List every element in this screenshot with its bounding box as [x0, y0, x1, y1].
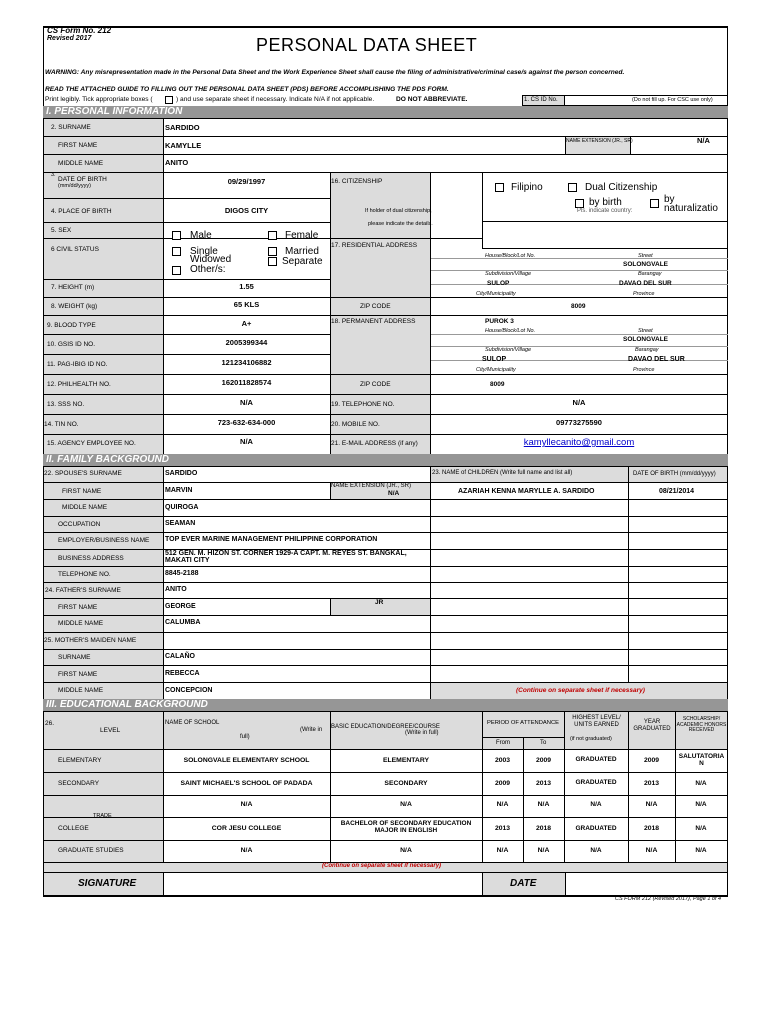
perm-street-label: Street: [638, 328, 653, 334]
date-label: DATE: [510, 878, 537, 889]
signature-field[interactable]: [164, 873, 481, 895]
father-middle-name-label: MIDDLE NAME: [58, 620, 104, 627]
row-honors[interactable]: N/A: [695, 847, 707, 854]
level-header: LEVEL: [100, 727, 121, 734]
sex-label: 5. SEX: [51, 227, 72, 234]
agency-employee-value[interactable]: N/A: [240, 437, 253, 446]
row-course[interactable]: ELEMENTARY: [382, 757, 430, 764]
row-from[interactable]: 2013: [494, 825, 511, 832]
middle-name-value[interactable]: ANITO: [165, 158, 189, 167]
employer-value[interactable]: TOP EVER MARINE MANAGEMENT PHILIPPINE CORPORATION: [165, 536, 378, 543]
tick-sample-box: [165, 96, 173, 104]
perm-subdivision-label: Subdivision/Village: [485, 347, 532, 353]
row-year[interactable]: 2013: [643, 780, 660, 787]
mobile-value[interactable]: 09773275590: [556, 418, 602, 427]
res-city-value[interactable]: SULOP: [487, 280, 510, 287]
spouse-middle-name-label: MIDDLE NAME: [62, 504, 108, 511]
perm-street-value[interactable]: SOLONGVALE: [623, 336, 669, 343]
perm-city-label: City/Municipality: [476, 367, 516, 373]
highest-header-note: (if not graduated): [570, 736, 612, 742]
perm-city-value[interactable]: SULOP: [482, 356, 507, 363]
occupation-value[interactable]: SEAMAN: [165, 520, 196, 527]
height-label: 7. HEIGHT (m): [51, 284, 95, 291]
female-label: Female: [285, 230, 319, 241]
form-revision: Revised 2017: [47, 35, 92, 42]
row-honors[interactable]: N/A: [695, 825, 707, 832]
by-birth-label: by birth: [589, 197, 622, 208]
row-course[interactable]: N/A: [400, 847, 412, 854]
mother-maiden-name-label: 25. MOTHER'S MAIDEN NAME: [44, 637, 137, 644]
telephone-no-value[interactable]: 8845-2188: [165, 570, 199, 577]
place-of-birth-label: 4. PLACE OF BIRTH: [51, 208, 112, 215]
spouse-ext-value[interactable]: N/A: [388, 490, 400, 497]
row-highest[interactable]: N/A: [590, 847, 602, 854]
cs-id-label: 1. CS ID No.: [524, 97, 558, 103]
period-header: PERIOD OF ATTENDANCE: [487, 720, 560, 726]
honors-header: SCHOLARSHIP/ ACADEMIC HONORS RECEIVED: [676, 716, 727, 733]
residential-address-label: 17. RESIDENTIAL ADDRESS: [331, 242, 418, 249]
place-of-birth-value[interactable]: DIGOS CITY: [224, 206, 269, 215]
trade-label: TRADE: [93, 813, 112, 817]
row-year[interactable]: N/A: [645, 801, 658, 808]
res-province-value[interactable]: DAVAO DEL SUR: [619, 280, 672, 287]
dual-note-2: please indicate the details.: [368, 221, 433, 227]
business-address-label: BUSINESS ADDRESS: [58, 555, 124, 562]
row-honors[interactable]: N/A: [695, 780, 707, 787]
by-naturalization-checkbox[interactable]: [650, 199, 659, 208]
spouse-middle-name-value[interactable]: QUIROGA: [165, 504, 199, 511]
separated-checkbox[interactable]: [268, 257, 277, 266]
father-middle-name-value[interactable]: CALUMBA: [165, 619, 201, 626]
citizenship-label: 16. CITIZENSHIP: [331, 178, 383, 185]
business-address-line-2[interactable]: MAKATI CITY: [165, 557, 210, 564]
res-barangay-label: Barangay: [638, 271, 662, 277]
row-from[interactable]: 2009: [494, 780, 511, 787]
blood-type-label: 9. BLOOD TYPE: [47, 322, 96, 329]
occupation-label: OCCUPATION: [58, 521, 101, 528]
perm-barangay-label: Barangay: [635, 347, 659, 353]
section-personal-information: I. PERSONAL INFORMATION: [43, 106, 728, 118]
father-surname-label: 24. FATHER'S SURNAME: [45, 587, 121, 594]
father-first-name-value[interactable]: GEORGE: [165, 603, 196, 610]
email-label: 21. E-MAIL ADDRESS (if any): [331, 440, 418, 447]
from-header: From: [496, 740, 510, 746]
father-first-name-label: FIRST NAME: [58, 604, 98, 611]
surname-label: 2. SURNAME: [51, 124, 91, 131]
highest-header: HIGHEST LEVEL/ UNITS EARNED: [572, 715, 621, 728]
spouse-surname-value[interactable]: SARDIDO: [165, 470, 198, 477]
female-checkbox[interactable]: [268, 231, 277, 240]
male-checkbox[interactable]: [172, 231, 181, 240]
spouse-surname-label: 22. SPOUSE'S SURNAME: [44, 470, 122, 477]
row-course[interactable]: SECONDARY: [384, 780, 428, 787]
row-to[interactable]: N/A: [537, 801, 550, 808]
dob-value[interactable]: 09/29/1997: [227, 177, 266, 186]
row-year[interactable]: 2018: [643, 825, 660, 832]
row-to[interactable]: 2013: [535, 780, 552, 787]
row-from[interactable]: 2003: [494, 757, 511, 764]
to-header: To: [540, 740, 547, 746]
perm-house-value[interactable]: PUROK 3: [485, 318, 514, 325]
row-school[interactable]: COR JESU COLLEGE: [211, 825, 282, 832]
tin-label: 14. TIN NO.: [44, 421, 79, 428]
row-year[interactable]: 2009: [643, 757, 660, 764]
by-birth-checkbox[interactable]: [575, 199, 584, 208]
filipino-checkbox[interactable]: [495, 183, 504, 192]
row-from[interactable]: N/A: [496, 847, 509, 854]
print-instruction-a: Print legibly. Tick appropriate boxes (: [45, 96, 153, 103]
address-labels-bg: [330, 172, 430, 454]
row-level: ELEMENTARY: [58, 757, 102, 764]
name-extension-value[interactable]: N/A: [697, 136, 710, 145]
row-level: GRADUATE STUDIES: [58, 847, 124, 854]
mother-first-name-label: FIRST NAME: [58, 671, 98, 678]
sss-value[interactable]: N/A: [240, 398, 253, 407]
gsis-value[interactable]: 2005399344: [225, 338, 268, 347]
child-1-name[interactable]: AZARIAH KENNA MARYLLE A. SARDIDO: [458, 488, 595, 495]
res-subdivision-label: Subdivision/Village: [485, 271, 532, 277]
cs-id-note: (Do not fill up. For CSC use only): [632, 97, 713, 103]
row-level: SECONDARY: [58, 780, 100, 787]
others-label: Other/s:: [190, 264, 226, 275]
height-value[interactable]: 1.55: [239, 282, 254, 291]
row-course[interactable]: BACHELOR OF SECONDARY EDUCATION MAJOR IN ENGLISH: [340, 820, 472, 835]
dual-citizenship-checkbox[interactable]: [568, 183, 577, 192]
family-continue-note: (Continue on separate sheet if necessary): [516, 687, 645, 694]
weight-value[interactable]: 65 KLS: [233, 300, 260, 309]
single-label: Single: [190, 246, 218, 257]
education-number: 26.: [45, 720, 55, 727]
single-checkbox[interactable]: [172, 247, 181, 256]
row-honors[interactable]: SALUTATORIA N: [678, 753, 725, 768]
mother-surname-label: SURNAME: [58, 654, 91, 661]
section-educational-background: III. EDUCATIONAL BACKGROUND: [43, 699, 728, 711]
row-highest[interactable]: GRADUATED: [575, 779, 617, 786]
pagibig-value[interactable]: 121234106882: [221, 358, 272, 367]
child-1-dob[interactable]: 08/21/2014: [659, 488, 695, 495]
mother-middle-name-label: MIDDLE NAME: [58, 687, 104, 694]
row-from[interactable]: N/A: [496, 801, 509, 808]
row-to[interactable]: 2009: [535, 757, 552, 764]
row-school[interactable]: SOLONGVALE ELEMENTARY SCHOOL: [183, 757, 310, 764]
weight-label: 8. WEIGHT (kg): [51, 303, 98, 310]
married-checkbox[interactable]: [268, 247, 277, 256]
telephone-no-label: TELEPHONE NO.: [58, 571, 111, 578]
dob-format: (mm/dd/yyyy): [58, 183, 91, 189]
name-extension-label: NAME EXTENSION (JR., SR): [566, 138, 633, 144]
res-house-label: House/Block/Lot No.: [485, 253, 536, 259]
form-number: CS Form No. 212: [47, 26, 112, 35]
row-school[interactable]: N/A: [240, 847, 253, 854]
res-zip-label: ZIP CODE: [360, 303, 391, 310]
page-footer-note: CS FORM 212 (Revised 2017), Page 1 of 4: [615, 896, 722, 902]
row-highest[interactable]: GRADUATED: [575, 825, 617, 832]
row-to[interactable]: 2018: [535, 825, 552, 832]
row-highest[interactable]: GRADUATED: [575, 756, 617, 763]
others-checkbox[interactable]: [172, 266, 181, 275]
philhealth-label: 12. PHILHEALTH NO.: [47, 381, 111, 388]
tin-value[interactable]: 723-632-634-000: [217, 418, 276, 427]
perm-province-label: Province: [633, 367, 655, 373]
permanent-address-label: 18. PERMANENT ADDRESS: [331, 318, 416, 325]
father-ext-value[interactable]: JR: [375, 599, 384, 606]
email-value[interactable]: kamyllecanito@gmail.com: [523, 437, 635, 448]
civil-status-options: [164, 240, 330, 278]
by-naturalization-label-2: naturalizatio: [664, 203, 718, 214]
res-zip-value[interactable]: 8009: [571, 303, 586, 310]
father-surname-value[interactable]: ANITO: [165, 586, 187, 593]
civil-status-label: 6 CIVIL STATUS: [51, 246, 99, 253]
mother-first-name-value[interactable]: REBECCA: [165, 670, 200, 677]
res-province-label: Province: [633, 291, 655, 297]
print-instruction-c: DO NOT ABBREVIATE.: [396, 96, 468, 103]
dob-number: 3.: [51, 172, 56, 178]
perm-house-label: House/Block/Lot No.: [485, 328, 536, 334]
pagibig-label: 11. PAG-IBIG ID NO.: [47, 361, 108, 368]
first-name-value[interactable]: KAMYLLE: [165, 141, 202, 150]
country-field[interactable]: [482, 221, 728, 249]
telephone-value[interactable]: N/A: [572, 398, 586, 407]
separated-label: Separate: [282, 256, 323, 267]
blood-type-value[interactable]: A+: [241, 319, 252, 328]
first-name-label: FIRST NAME: [58, 142, 98, 149]
education-level-bg: [44, 749, 163, 862]
course-header-write: (Write in full): [405, 730, 439, 736]
school-header: NAME OF SCHOOL: [165, 720, 220, 726]
row-course[interactable]: N/A: [400, 801, 412, 808]
top-rule: [43, 26, 728, 28]
child-dob-label: DATE OF BIRTH (mm/dd/yyyy): [633, 471, 716, 477]
print-instruction-b: ) and use separate sheet if necessary. Indicate N/A if not applicable.: [176, 96, 375, 103]
row-highest[interactable]: N/A: [590, 801, 602, 808]
course-header: BASIC EDUCATION/DEGREE/COURSE: [331, 724, 440, 730]
date-field[interactable]: [566, 873, 727, 895]
spouse-first-name-label: FIRST NAME: [62, 488, 102, 495]
school-header-write: (Write in: [300, 727, 323, 733]
country-note: Pls. indicate country:: [577, 208, 633, 214]
filipino-label: Filipino: [511, 182, 543, 193]
mother-middle-name-value[interactable]: CONCEPCION: [165, 687, 213, 694]
school-header-full: full): [240, 734, 250, 740]
agency-employee-label: 15. AGENCY EMPLOYEE NO.: [47, 440, 136, 447]
row-level: COLLEGE: [58, 825, 89, 832]
row-school[interactable]: SAINT MICHAEL'S SCHOOL OF PADADA: [180, 780, 313, 787]
employer-label: EMPLOYER/BUSINESS NAME: [58, 537, 150, 544]
male-label: Male: [190, 230, 212, 241]
widowed-label: Widowed: [190, 254, 232, 265]
year-graduated-header: YEAR GRADUATED: [633, 719, 671, 732]
perm-province-value[interactable]: DAVAO DEL SUR: [628, 356, 685, 363]
sss-label: 13. SSS NO.: [47, 401, 85, 408]
gsis-label: 10. GSIS ID NO.: [47, 341, 96, 348]
dual-note-1: If holder of dual citizenship,: [365, 208, 432, 214]
section-family-background: II. FAMILY BACKGROUND: [43, 454, 728, 466]
warning-text: WARNING: Any misrepresentation made in the Personal Data Sheet and the Work Experience Sheet shall cause the filing of administrative/criminal case/s against the person concerned.: [45, 69, 625, 76]
education-continue-note: (Continue on separate sheet if necessary): [322, 863, 442, 869]
row-to[interactable]: N/A: [537, 847, 550, 854]
page-title: PERSONAL DATA SHEET: [256, 35, 478, 55]
mother-surname-value[interactable]: CALAÑO: [165, 653, 195, 660]
row-school[interactable]: N/A: [240, 801, 253, 808]
signature-label: SIGNATURE: [78, 878, 137, 889]
middle-name-label: MIDDLE NAME: [58, 160, 104, 167]
philhealth-value[interactable]: 162011828574: [221, 378, 272, 387]
read-guide-text: READ THE ATTACHED GUIDE TO FILLING OUT THE PERSONAL DATA SHEET (PDS) BEFORE ACCOMPLISHING THE PDS FORM.: [45, 86, 449, 93]
spouse-ext-label: NAME EXTENSION (JR., SR): [331, 483, 412, 489]
mobile-label: 20. MOBILE NO.: [331, 421, 380, 428]
business-address-line-1[interactable]: 512 GEN. M. HIZON ST. CORNER 1929-A CAPT. M. REYES ST. BANGKAL,: [165, 550, 407, 557]
telephone-label: 19. TELEPHONE NO.: [331, 401, 395, 408]
row-honors[interactable]: N/A: [695, 801, 707, 808]
dual-citizenship-label: Dual Citizenship: [585, 182, 658, 193]
perm-zip-label: ZIP CODE: [360, 381, 391, 388]
dob-label: DATE OF BIRTH: [58, 176, 107, 183]
surname-value[interactable]: SARDIDO: [165, 123, 200, 132]
res-street-label: Street: [638, 253, 653, 259]
married-label: Married: [285, 246, 319, 257]
spouse-first-name-value[interactable]: MARVIN: [165, 487, 193, 494]
by-naturalization-label-1: by: [664, 194, 675, 205]
res-city-label: City/Municipality: [476, 291, 516, 297]
perm-zip-value[interactable]: 8009: [490, 381, 505, 388]
res-street-value[interactable]: SOLONGVALE: [623, 261, 669, 268]
row-year[interactable]: N/A: [645, 847, 658, 854]
children-label: 23. NAME of CHILDREN (Write full name and list all): [432, 470, 573, 476]
